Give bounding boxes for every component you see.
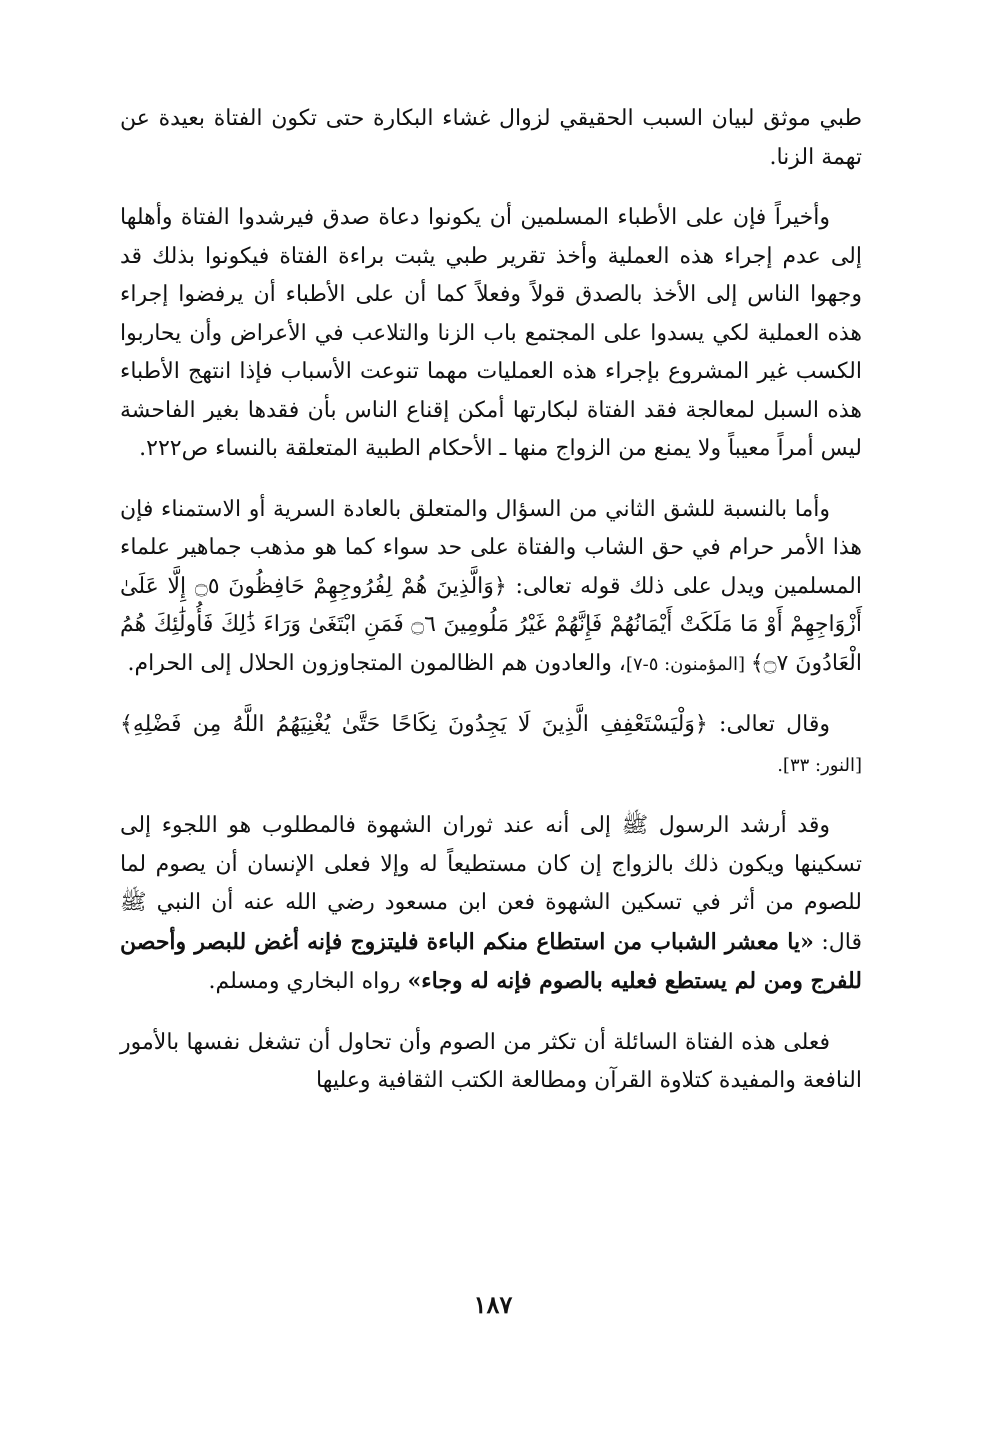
paragraph-4-intro: وقال تعالى: <box>707 712 830 737</box>
paragraph-3-outro: ، والعادون هم الظالمون المتجاوزون الحلال إلى الحرام. <box>127 650 626 676</box>
paragraph-5-outro: رواه البخاري ومسلم. <box>208 969 408 994</box>
quran-verse-muminun: ﴿وَالَّذِينَ هُمْ لِفُرُوجِهِمْ حَافِظُونَ ۝٥ إِلَّا عَلَىٰ أَزْوَاجِهِمْ أَوْ مَا مَلَكَتْ أَيْمَانُهُمْ فَإِنَّهُمْ غَيْرُ مَلُومِينَ ۝٦ فَمَنِ ابْتَغَىٰ وَرَاءَ ذَٰلِكَ فَأُولَٰئِكَ هُمُ الْعَادُونَ ۝٧﴾ <box>120 573 862 676</box>
page-body <box>120 100 862 1123</box>
quran-verse-nur: ﴿وَلْيَسْتَعْفِفِ الَّذِينَ لَا يَجِدُونَ نِكَاحًا حَتَّىٰ يُغْنِيَهُمُ اللَّهُ مِن فَضْلِهِ﴾ <box>120 712 708 737</box>
paragraph-1-text: طبي موثق لبيان السبب الحقيقي لزوال غشاء البكارة حتى تكون الفتاة بعيدة عن تهمة الزنا. <box>120 106 862 170</box>
paragraph-3-intro: وأما بالنسبة للشق الثاني من السؤال والمتعلق بالعادة السرية أو الاستمناء فإن هذا الأمر حرام في حق الشاب والفتاة على حد سواء كما هو مذهب جماهير علماء المسلمين ويدل على ذلك قوله تعالى: <box>120 496 862 599</box>
paragraph-5 <box>120 807 862 1002</box>
paragraph-2-text: وأخيراً فإن على الأطباء المسلمين أن يكونوا دعاة صدق فيرشدوا الفتاة وأهلها إلى عدم إجراء هذه العملية وأخذ تقرير طبي يثبت براءة الفتاة فيكونوا بذلك قد وجهوا الناس إلى الأخذ بالصدق قولاً وفعلاً كما أن على الأطباء أن يرفضوا إجراء هذه العملية لكي يسدوا على المجتمع باب الزنا والتلاعب في الأعراض وأن يحاربوا الكسب غير المشروع بإجراء هذه العمليات مهما تنوعت الأسباب فإذا انتهج الأطباء هذه السبل لمعالجة فقد الفتاة لبكارتها أمكن إقناع الناس بأن فقدها بغير الفاحشة ليس أمراً معيباً ولا يمنع من الزواج منها ـ الأحكام الطبية المتعلقة بالنساء ص٢٢٢. <box>120 205 862 461</box>
verse-reference-nur: [النور: ٣٣]. <box>777 754 862 776</box>
paragraph-4 <box>120 706 862 785</box>
paragraph-6-text: فعلى هذه الفتاة السائلة أن تكثر من الصوم وأن تحاول أن تشغل نفسها بالأمور النافعة والمفيدة كتلاوة القرآن ومطالعة الكتب الثقافية وعليها <box>120 1029 862 1093</box>
paragraph-3 <box>120 491 862 685</box>
paragraph-1 <box>120 100 862 177</box>
paragraph-6 <box>120 1024 862 1101</box>
paragraph-5-intro: وقد أرشد الرسول ﷺ إلى أنه عند ثوران الشهوة فالمطلوب هو اللجوء إلى تسكينها ويكون ذلك بالزواج إن كان مستطيعاً له وإلا فعلى الإنسان أن يصوم لما للصوم من أثر في تسكين الشهوة فعن ابن مسعود رضي الله عنه أن النبي ﷺ قال: <box>120 813 862 955</box>
page-number: ١٨٧ <box>473 1290 513 1319</box>
hadith-quote: «يا معشر الشباب من استطاع منكم الباءة فليتزوج فإنه أغض للبصر وأحصن للفرج ومن لم يستطع فعليه بالصوم فإنه له وجاء» <box>120 928 862 994</box>
verse-reference-muminun: [المؤمنون: ٥-٧] <box>625 653 751 675</box>
paragraph-2 <box>120 199 862 469</box>
